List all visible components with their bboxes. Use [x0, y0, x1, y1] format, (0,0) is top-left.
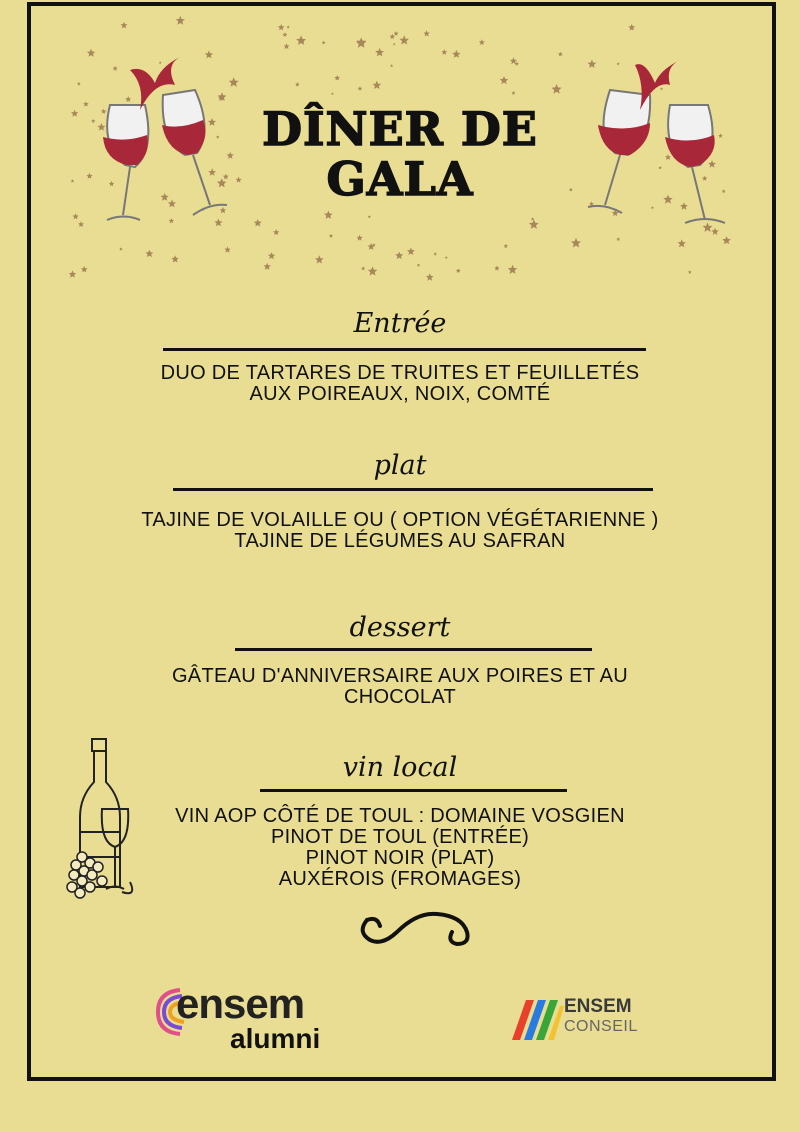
star-decoration [688, 270, 692, 274]
section-body-vin-local [100, 806, 700, 890]
star-decoration [441, 49, 447, 55]
star-decoration [176, 16, 185, 25]
star-decoration [678, 239, 687, 247]
star-decoration [368, 266, 378, 275]
menu-line: AUXÉROIS (FROMAGES) [278, 868, 522, 890]
star-decoration [375, 48, 384, 56]
star-decoration [399, 35, 409, 44]
section-body-plat [100, 510, 700, 552]
star-decoration [452, 50, 460, 58]
star-decoration [372, 81, 381, 89]
star-decoration [295, 82, 300, 87]
star-decoration [72, 213, 78, 219]
star-decoration [552, 84, 562, 94]
wine-glasses-toast-icon [570, 55, 740, 235]
star-decoration [264, 263, 271, 270]
menu-line: AUX POIREAUX, NOIX, COMTÉ [249, 383, 551, 405]
menu-line: TAJINE DE VOLAILLE OU ( OPTION VÉGÉTARIENNE ) [141, 509, 659, 531]
logo-text: ENSEM [564, 996, 632, 1017]
menu-line: PINOT NOIR (PLAT) [305, 847, 495, 869]
divider [173, 488, 653, 491]
star-decoration [324, 211, 333, 219]
flourish-ornament-icon [352, 902, 482, 952]
divider [235, 648, 592, 651]
star-decoration [224, 247, 230, 253]
page-title: DÎNER DE GALA [262, 102, 538, 206]
star-decoration [394, 31, 399, 36]
star-decoration [390, 64, 393, 67]
star-decoration [283, 32, 288, 37]
star-decoration [119, 247, 123, 250]
star-decoration [71, 110, 78, 117]
star-decoration [508, 265, 518, 274]
logo-text: ensem [176, 980, 305, 1027]
menu-line: VIN AOP CÔTÉ DE TOUL : DOMAINE VOSGIEN [175, 805, 625, 827]
star-decoration [628, 24, 635, 31]
section-heading-plat: plat [373, 450, 427, 481]
star-decoration [426, 273, 434, 280]
ensem-alumni-logo [150, 980, 350, 1060]
star-decoration [171, 255, 179, 262]
star-decoration [368, 215, 371, 218]
star-decoration [273, 229, 279, 235]
menu-line: CHOCOLAT [343, 686, 457, 708]
star-decoration [393, 43, 396, 46]
star-decoration [616, 237, 620, 241]
star-decoration [456, 268, 461, 273]
star-decoration [296, 36, 306, 45]
logo-text: alumni [230, 1023, 321, 1054]
star-decoration [81, 266, 88, 272]
star-decoration [77, 82, 81, 86]
star-decoration [500, 76, 508, 84]
logo-text: CONSEIL [564, 1018, 638, 1035]
star-decoration [504, 244, 509, 248]
star-decoration [334, 75, 340, 81]
section-heading-dessert: dessert [349, 612, 451, 643]
star-decoration [361, 266, 365, 270]
wine-bottle-grapes-icon [62, 737, 152, 907]
star-decoration [78, 221, 84, 227]
menu-line: DUO DE TARTARES DE TRUITES ET FEUILLETÉS [160, 362, 640, 384]
star-decoration [145, 250, 153, 258]
star-decoration [358, 86, 363, 90]
star-decoration [322, 41, 326, 45]
star-decoration [529, 220, 539, 229]
star-decoration [571, 238, 581, 248]
menu-line: TAJINE DE LÉGUMES AU SAFRAN [234, 530, 566, 552]
star-decoration [329, 234, 333, 238]
star-decoration [417, 263, 421, 266]
star-decoration [284, 43, 290, 49]
menu-line: GÂTEAU D'ANNIVERSAIRE AUX POIRES ET AU [171, 665, 629, 687]
star-decoration [433, 252, 437, 256]
divider [163, 348, 646, 351]
star-decoration [390, 34, 396, 39]
star-decoration [268, 252, 275, 259]
ensem-conseil-logo [510, 990, 660, 1050]
star-decoration [278, 24, 285, 30]
star-decoration [722, 236, 731, 244]
star-decoration [331, 92, 334, 95]
star-decoration [315, 255, 324, 263]
star-decoration [287, 25, 290, 28]
star-decoration [494, 266, 499, 271]
star-decoration [71, 179, 75, 182]
divider [260, 789, 567, 792]
star-decoration [445, 256, 448, 259]
star-decoration [511, 91, 515, 95]
section-heading-entree: Entrée [353, 308, 447, 339]
star-decoration [69, 270, 77, 277]
section-body-dessert [100, 666, 700, 708]
star-decoration [395, 252, 403, 260]
section-body-entree [100, 363, 700, 405]
star-decoration [423, 30, 429, 36]
star-decoration [357, 235, 363, 241]
star-decoration [479, 39, 485, 45]
star-decoration [515, 62, 519, 66]
menu-line: PINOT DE TOUL (ENTRÉE) [270, 826, 530, 848]
star-decoration [558, 52, 563, 57]
star-decoration [121, 22, 128, 29]
section-heading-vin-local: vin local [342, 752, 458, 783]
star-decoration [407, 247, 415, 255]
